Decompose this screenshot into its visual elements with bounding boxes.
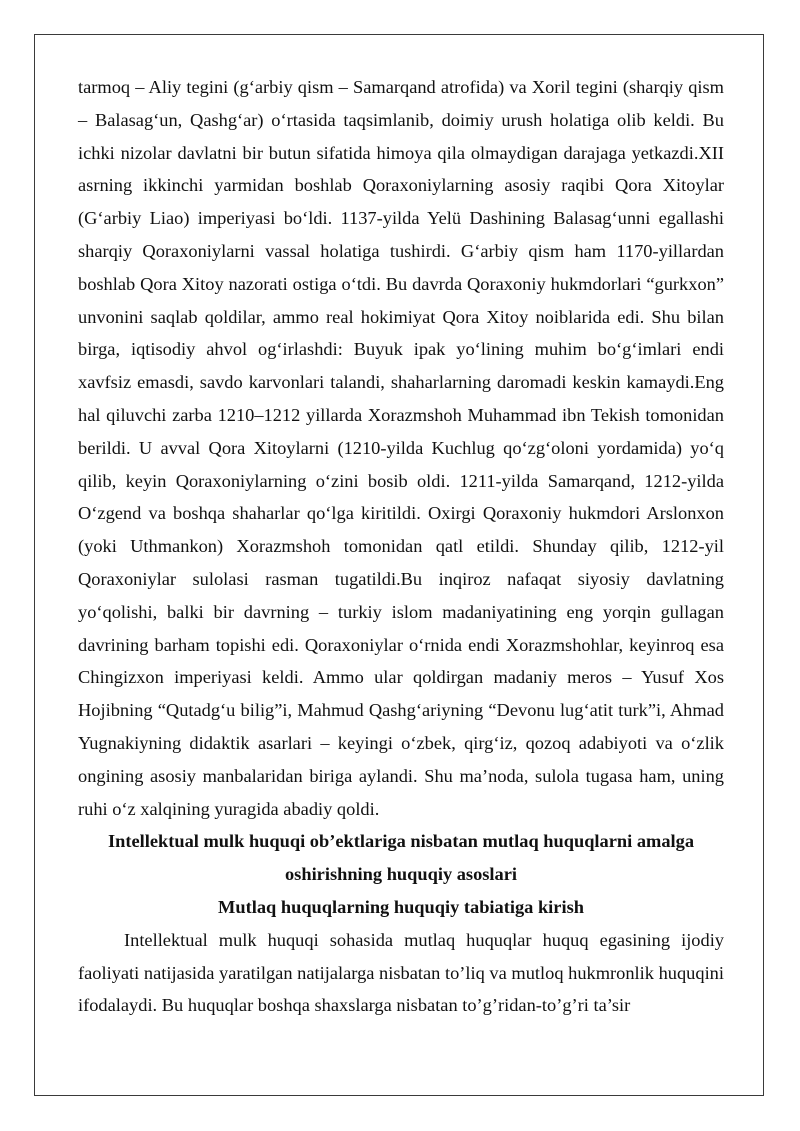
- body-paragraph-history: tarmoq – Aliy tegini (g‘arbiy qism – Samarqand atrofida) va Xoril tegini (sharqiy qism – Balasag‘un, Qashg‘ar) o‘rtasida taqsimlanib, doimiy urush holatiga olib keldi. Bu ichki nizolar davlatni bir butun sifatida himoya qila olmaydigan darajaga yetkazdi.XII asrning ikkinchi yarmidan boshlab Qoraxoniylarning asosiy raqibi Qora Xitoylar (G‘arbiy Liao) imperiyasi bo‘ldi. 1137-yilda Yelü Dashining Balasag‘unni egallashi sharqiy Qoraxoniylarni vassal holatiga tushirdi. G‘arbiy qism ham 1170-yillardan boshlab Qora Xitoy nazorati ostiga o‘tdi. Bu davrda Qoraxoniy hukmdorlari “gurkxon” unvonini saqlab qoldilar, ammo real hokimiyat Qora Xitoy noiblarida edi. Shu bilan birga, iqtisodiy ahvol og‘irlashdi: Buyuk ipak yo‘lining muhim bo‘g‘imlari endi xavfsiz emasdi, savdo karvonlari talandi, shaharlarning daromadi keskin kamaydi.Eng hal qiluvchi zarba 1210–1212 yillarda Xorazmshoh Muhammad ibn Tekish tomonidan berildi. U avval Qora Xitoylarni (1210-yilda Kuchlug qo‘zg‘oloni yordamida) yo‘q qilib, keyin Qoraxoniylarning o‘zini bosib oldi. 1211-yilda Samarqand, 1212-yilda O‘zgend va boshqa shaharlar qo‘lga kiritildi. Oxirgi Qoraxoniy hukmdori Arslonxon (yoki Uthmankon) Xorazmshoh tomonidan qatl etildi. Shunday qilib, 1212-yil Qoraxoniylar sulolasi rasman tugatildi.Bu inqiroz nafaqat siyosiy davlatning yo‘qolishi, balki bir davrning – turkiy islom madaniyatining eng yorqin gullagan davrining barham topishi edi. Qoraxoniylar o‘rnida endi Xorazmshohlar, keyinroq esa Chingizxon imperiyasi keldi. Ammo ular qoldirgan madaniy meros – Yusuf Xos Hojibning “Qutadg‘u bilig”i, Mahmud Qashg‘ariyning “Devonu lug‘atit turk”i, Ahmad Yugnakiyning didaktik asarlari – keyingi o‘zbek, qirg‘iz, qozoq adabiyoti va o‘zlik ongining asosiy manbalaridan biriga aylandi. Shu ma’noda, sulola tugasa ham, uning ruhi o‘z xalqining yuragida abadiy qoldi.: [78, 77, 724, 819]
- subsection-heading: Mutlaq huquqlarning huquqiy tabiatiga kirish: [218, 896, 584, 917]
- document-body: [78, 71, 724, 1022]
- section-heading: Intellektual mulk huquqi ob’ektlariga nisbatan mutlaq huquqlarni amalga oshirishning huquqiy asoslari: [107, 831, 695, 885]
- body-paragraph-intro: Intellektual mulk huquqi sohasida mutlaq huquqlar huquq egasining ijodiy faoliyati natijasida yaratilgan natijalarga nisbatan to’liq va mutloq hukmronlik huquqini ifodalaydi. Bu huquqlar boshqa shaxslarga nisbatan to’g’ridan-to’g’ri ta’sir: [78, 929, 724, 1016]
